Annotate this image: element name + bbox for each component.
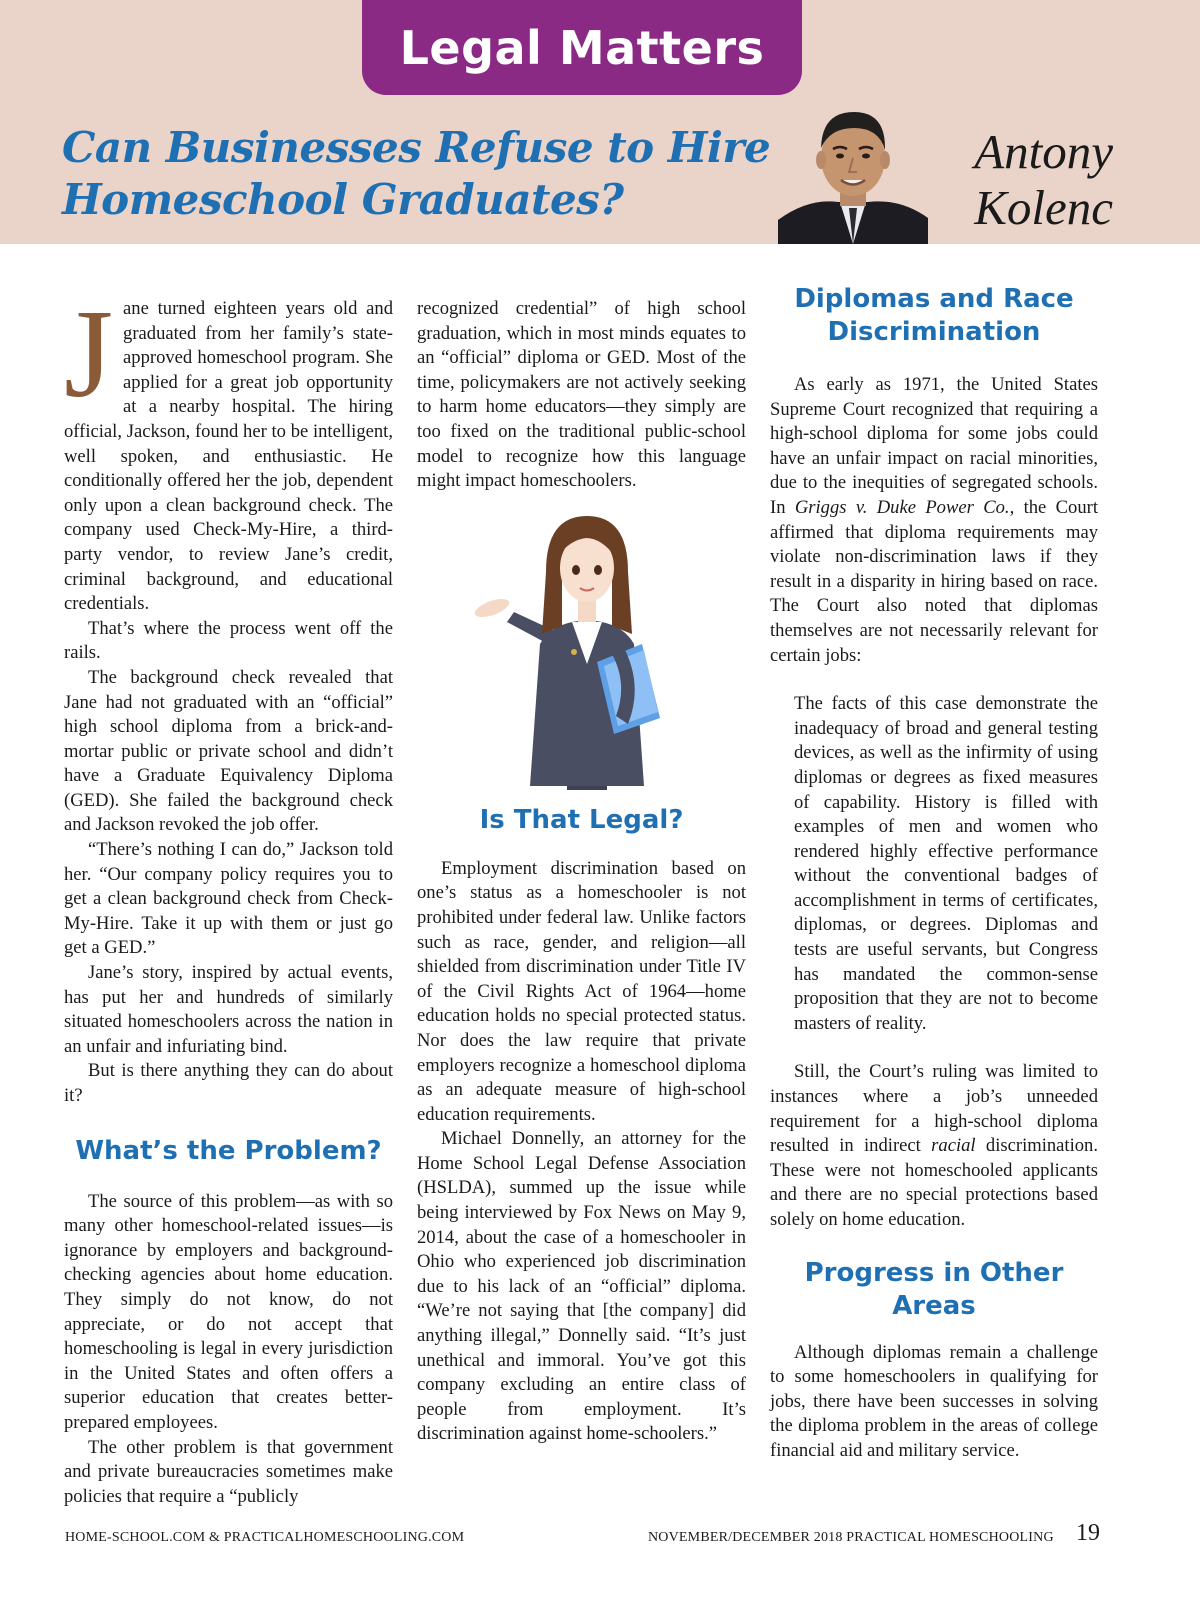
businesswoman-illustration (462, 494, 702, 790)
section-banner (362, 0, 802, 95)
article-headline (62, 122, 782, 226)
article-paragraph: “There’s nothing I can do,” Jackson told her. “Our company policy requires you to get a clean background check from Check-My-Hire. Take it up with them or just go get a GED.” (64, 839, 393, 959)
section-heading-problem: What’s the Problem? (75, 1135, 382, 1166)
article-paragraph: That’s where the process went off the rails. (64, 617, 393, 664)
article-paragraph: The background check revealed that Jane had not graduated with an “official” high school diploma from a brick-and-mortar public or private school and didn’t have a Graduate Equivalency Diploma (GED). She failed the background check and Jackson revoked the job offer. (64, 666, 393, 836)
author-photo (778, 98, 928, 244)
article-paragraph (770, 1060, 1098, 1232)
article-paragraph: But is there anything they can do about it? (64, 1060, 393, 1106)
section-heading-legal: Is That Legal? (479, 804, 684, 835)
paragraph-text: discrimination. These were not homeschooled applicants and there are no special protections based solely on home education. (770, 1135, 1098, 1230)
article-paragraph: Employment discrimination based on one’s status as a homeschooler is not prohibited under federal law. Unlike factors such as race, gender, and religion—all shielded from discrimination under Title IV of the Civil Rights Act of 1964—home education holds no special protected status. Nor does the law require that private employers recognize a homeschool diploma as an adequate measure of high-school education requirements. (417, 857, 746, 1125)
headline-line-1: Can Businesses Refuse to Hire (62, 123, 771, 172)
article-paragraph: Michael Donnelly, an attorney for the Home School Legal Defense Association (HSLDA), summed up the issue while being interviewed by Fox News on May 9, 2014, about the case of a homeschooler in Ohio who experienced job discrimination due to his lack of an “official” diploma. “We’re not saying that [the company] did anything illegal,” Donnelly said. “It’s just unethical and immoral. You’ve got this company excluding an entire class of people from employment. It’s discrimination against home-schoolers.” (417, 1128, 746, 1445)
section-heading-progress: Progress in Other Areas (804, 1257, 1064, 1321)
article-column-2 (417, 297, 746, 1447)
case-name: Griggs v. Duke Power Co. (794, 496, 1010, 518)
page-number: 19 (1076, 1520, 1100, 1546)
article-paragraph (770, 373, 1098, 668)
court-quote (794, 692, 1098, 1036)
author-name (935, 124, 1113, 236)
quote-text: The facts of this case demonstrate the inadequacy of broad and general testing devices, as well as the infirmity of using diplomas or degrees as fixed measures of capability. History is filled with examples of men and women who rendered highly effective performance without the conventional badges of accomplishment in terms of certificates, diplomas, or degrees. Diplomas and tests are useful servants, but Congress has mandated the common-sense proposition that they are not to become masters of reality. (794, 693, 1098, 1034)
article-paragraph: Jane’s story, inspired by actual events, has put her and hundreds of similarly situated homeschoolers across the nation in an unfair and infuriating bind. (64, 962, 393, 1057)
paragraph-text: ane turned eighteen years old and graduated from her family’s state-approved homeschool program. She applied for a great job opportunity at a nearby hospital. The hiring official, Jackson, found her to be intelligent, well spoken, and enthusiastic. He conditionally offered her the job, dependent only upon a clean background check. The company used Check-My-Hire, a third-party vendor, to review Jane’s credit, criminal background, and educational credentials. (64, 298, 393, 615)
author-last-name: Kolenc (974, 180, 1113, 235)
footer-issue: NOVEMBER/DECEMBER 2018 PRACTICAL HOMESCHOOLING (648, 1530, 1054, 1545)
section-heading-race: Diplomas and Race Discrimination (794, 284, 1074, 347)
article-paragraph: The source of this problem—as with so many other homeschool-related issues—is ignorance by employers and background-checking agencies about home education. They simply do not know, do not appreciate, or do not accept that homeschooling is legal in every jurisdiction in the United States and often offers a superior education that creates better-prepared employees. (64, 1190, 393, 1433)
paragraph-text: Still, the Court’s ruling was limited to instances where a job’s unneeded requirement for a high-school diploma resulted in indirect (770, 1061, 1098, 1157)
article-paragraph: Although diplomas remain a challenge to some homeschoolers in qualifying for jobs, there have been successes in solving the diploma problem in the areas of college financial aid and military service. (770, 1341, 1098, 1461)
author-first-name: Antony (974, 124, 1113, 179)
section-title: Legal Matters (399, 20, 765, 75)
article-column-3 (770, 283, 1098, 1464)
article-paragraph (64, 285, 393, 617)
paragraph-text: , the Court affirmed that diploma requirements may violate non-discrimination laws if they result in a disparity in hiring based on race. The Court also noted that diplomas themselves are not necessarily relevant for certain jobs: (770, 496, 1098, 666)
headline-line-2: Homeschool Graduates? (62, 175, 624, 224)
article-paragraph: recognized credential” of high school graduation, which in most minds equates to an “official” diploma or GED. Most of the time, policymakers are not actively seeking to harm home educators—they simply are too fixed on the traditional public-school model to recognize how this language might impact homeschoolers. (417, 298, 746, 492)
article-column-1 (64, 285, 393, 1509)
footer-websites: HOME-SCHOOL.COM & PRACTICALHOMESCHOOLING.COM (65, 1530, 465, 1545)
emphasis-text: racial (931, 1135, 976, 1157)
drop-cap: J (64, 285, 114, 424)
article-paragraph: The other problem is that government and private bureaucracies sometimes make policies that require a “publicly (64, 1436, 393, 1507)
paragraph-text: As early as 1971, the United States Supreme Court recognized that requiring a high-school diploma for some jobs could have an unfair impact on racial minorities, due to the inequities of segregated schools. In (770, 374, 1098, 518)
